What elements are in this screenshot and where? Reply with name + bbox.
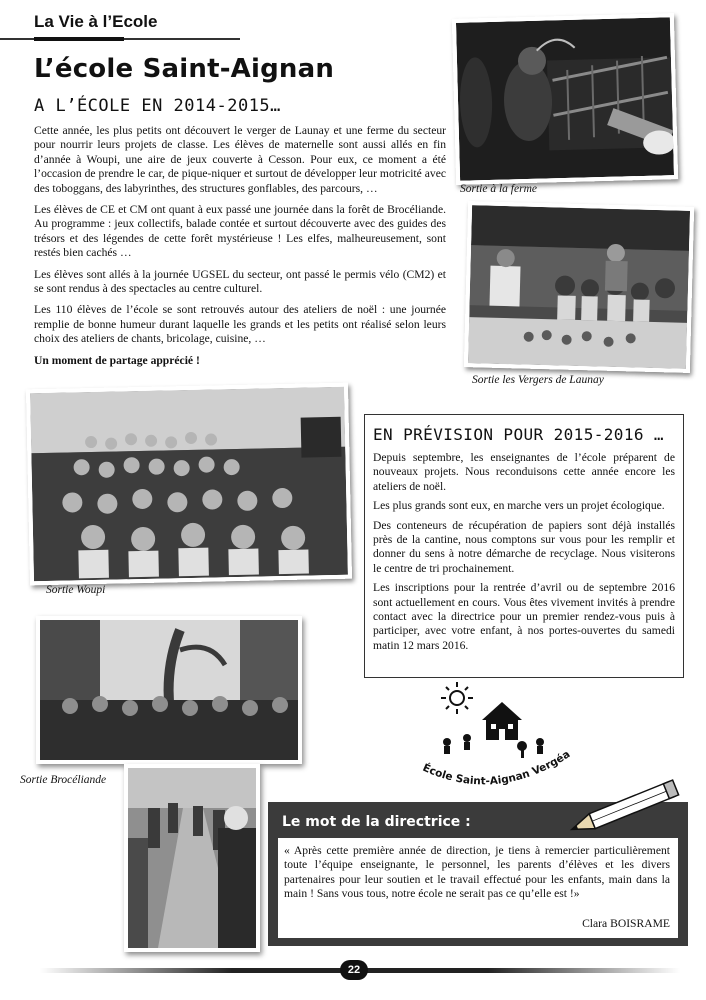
orchard-photo	[464, 201, 694, 373]
caption-farm: Sortie à la ferme	[460, 183, 537, 195]
prevision-paragraph: Des conteneurs de récupération de papiers sont déjà installés près de la cantine, nous comptons sur vous pour les remplir et donner du sens à notre démarche de recyclage. Nous visiterons le centre de tri prochainement.	[373, 518, 675, 575]
woupi-photo	[26, 383, 352, 586]
director-signature: Clara BOISRAME	[582, 917, 670, 930]
director-message-panel	[278, 838, 678, 938]
director-heading: Le mot de la directrice :	[282, 814, 471, 830]
caption-woupi: Sortie Woupi	[46, 584, 106, 596]
broceliande-photo-1	[36, 616, 302, 764]
prevision-text	[373, 451, 675, 658]
intro-closing: Un moment de partage apprécié !	[34, 353, 200, 367]
broceliande-photo-2	[124, 764, 260, 952]
prevision-heading: EN PRÉVISION POUR 2015-2016 …	[373, 425, 664, 444]
logo-text: École Saint-Aignan Vergéa	[420, 748, 573, 788]
intro-heading: A L’ÉCOLE EN 2014-2015…	[34, 96, 281, 116]
header-rule-accent	[34, 37, 124, 41]
caption-orchard: Sortie les Vergers de Launay	[472, 374, 604, 386]
prevision-paragraph: Les inscriptions pour la rentrée d’avril ou de septembre 2016 sont actuellement en cours. Vous êtes vivement invités à prendre contact avec la directrice pour un premier rendez-vous puis à participer, avec votre enfant, à nos portes-ouvertes du samedi matin 12 mars 2016.	[373, 581, 675, 652]
prevision-box	[364, 414, 684, 678]
intro-paragraph: Les 110 élèves de l’école se sont retrouvés autour des ateliers de noël : une journée remplie de bonne humeur durant laquelle les grands et les petits ont réalisé selon leurs choix des ateliers de chants, bricolage, cuisine, …	[34, 303, 446, 346]
school-logo	[412, 680, 582, 810]
page-title: L’école Saint-Aignan	[34, 54, 335, 84]
prevision-paragraph: Les plus grands sont eux, en marche vers un projet écologique.	[373, 499, 665, 513]
intro-text	[34, 124, 446, 375]
farm-photo	[452, 13, 678, 185]
caption-broceliande: Sortie Brocéliande	[20, 774, 107, 786]
pencil-icon	[560, 778, 690, 840]
section-header: La Vie à l’Ecole	[34, 12, 158, 31]
intro-paragraph: Les élèves de CE et CM ont quant à eux passé une journée dans la forêt de Brocéliande. Au programme : jeux collectifs, balade contée et surtout découverte avec des guides des trésors et des légendes de cette forêt mystérieuse ! Les elfes, malheureusement, sont restés bien cachés …	[34, 203, 446, 260]
intro-paragraph: Cette année, les plus petits ont découvert le verger de Launay et une ferme du secteur pour nourrir leurs projets de classe. Les élèves de maternelle sont aussi allés en fin d’année à Woupi, une aire de jeux couverte à Cesson. Pour eux, ce moment a été l’occasion de prendre le car, de pique-niquer et surtout de développer leur motricité avec des toboggans, des labyrinthes, des structures gonflables, des parcours, …	[34, 124, 446, 195]
director-quote: « Après cette première année de direction, je tiens à remercier particulièrement toute l’équipe enseignante, le personnel, les parents d’élèves et les divers partenaires pour leur soutien et le travail effectué pour les enfants, main dans la main ! Sans vous tous, notre école ne serait pas ce qu’elle est !»	[284, 844, 670, 901]
prevision-paragraph: Depuis septembre, les enseignantes de l’école préparent de nouveaux projets. Nous reconduisons cette année encore les ateliers de noël.	[373, 451, 675, 493]
intro-paragraph: Les élèves sont allés à la journée UGSEL du secteur, ont passé le permis vélo (CM2) et se sont rendus à des spectacles au centre culturel.	[34, 267, 446, 296]
page-number: 22	[340, 960, 368, 980]
